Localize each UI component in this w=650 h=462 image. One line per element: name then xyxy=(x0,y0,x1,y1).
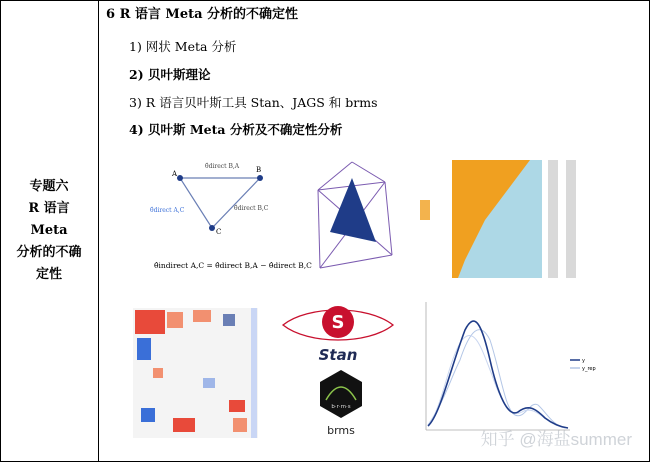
density-plot xyxy=(420,300,596,440)
legend-y: y xyxy=(582,358,585,364)
edge-ac-label: θ̂direct A,C xyxy=(150,207,185,214)
brms-logo xyxy=(316,368,366,438)
stan-logo xyxy=(278,300,398,370)
stacked-bar-figure xyxy=(420,150,590,285)
node-c xyxy=(209,225,215,231)
node-b xyxy=(257,175,263,181)
legend-yrep: y_rep xyxy=(582,366,596,372)
brms-label: brms xyxy=(327,424,355,437)
stan-label: Stan xyxy=(318,346,358,364)
geometry-figure xyxy=(310,160,400,275)
brms-logo-text: b·r·m·s xyxy=(331,404,351,410)
topic-line-3: 分析的不确 xyxy=(16,245,82,260)
node-c-label: C xyxy=(216,228,222,236)
item-4: 4) 贝叶斯 Meta 分析及不确定性分析 xyxy=(129,122,343,137)
network-diagram xyxy=(150,150,312,285)
watermark: 知乎 @海盐summer xyxy=(480,430,632,449)
item-2: 2) 贝叶斯理论 xyxy=(129,67,211,82)
edge-bc-label: θ̂direct B,C xyxy=(234,205,269,212)
node-a-label: A xyxy=(172,170,178,178)
node-b-label: B xyxy=(256,166,262,174)
section-heading: 6 R 语言 Meta 分析的不确定性 xyxy=(106,7,299,22)
heatmap-figure xyxy=(133,308,263,443)
topic-line-2: R 语言 Meta xyxy=(28,201,70,238)
item-3: 3) R 语言贝叶斯工具 Stan、JAGS 和 brms xyxy=(129,95,378,110)
topic-cell xyxy=(0,0,98,462)
topic-line-1: 专题六 xyxy=(29,179,69,194)
svg-text:S: S xyxy=(331,312,345,333)
node-a xyxy=(177,175,183,181)
topic-line-4: 定性 xyxy=(35,267,62,282)
item-1: 1) 网状 Meta 分析 xyxy=(129,39,237,54)
edge-ba-label: θ̂direct B,A xyxy=(205,163,240,170)
network-formula: θ̂indirect A,C = θ̂direct B,A − θ̂direct B,C xyxy=(154,261,312,270)
